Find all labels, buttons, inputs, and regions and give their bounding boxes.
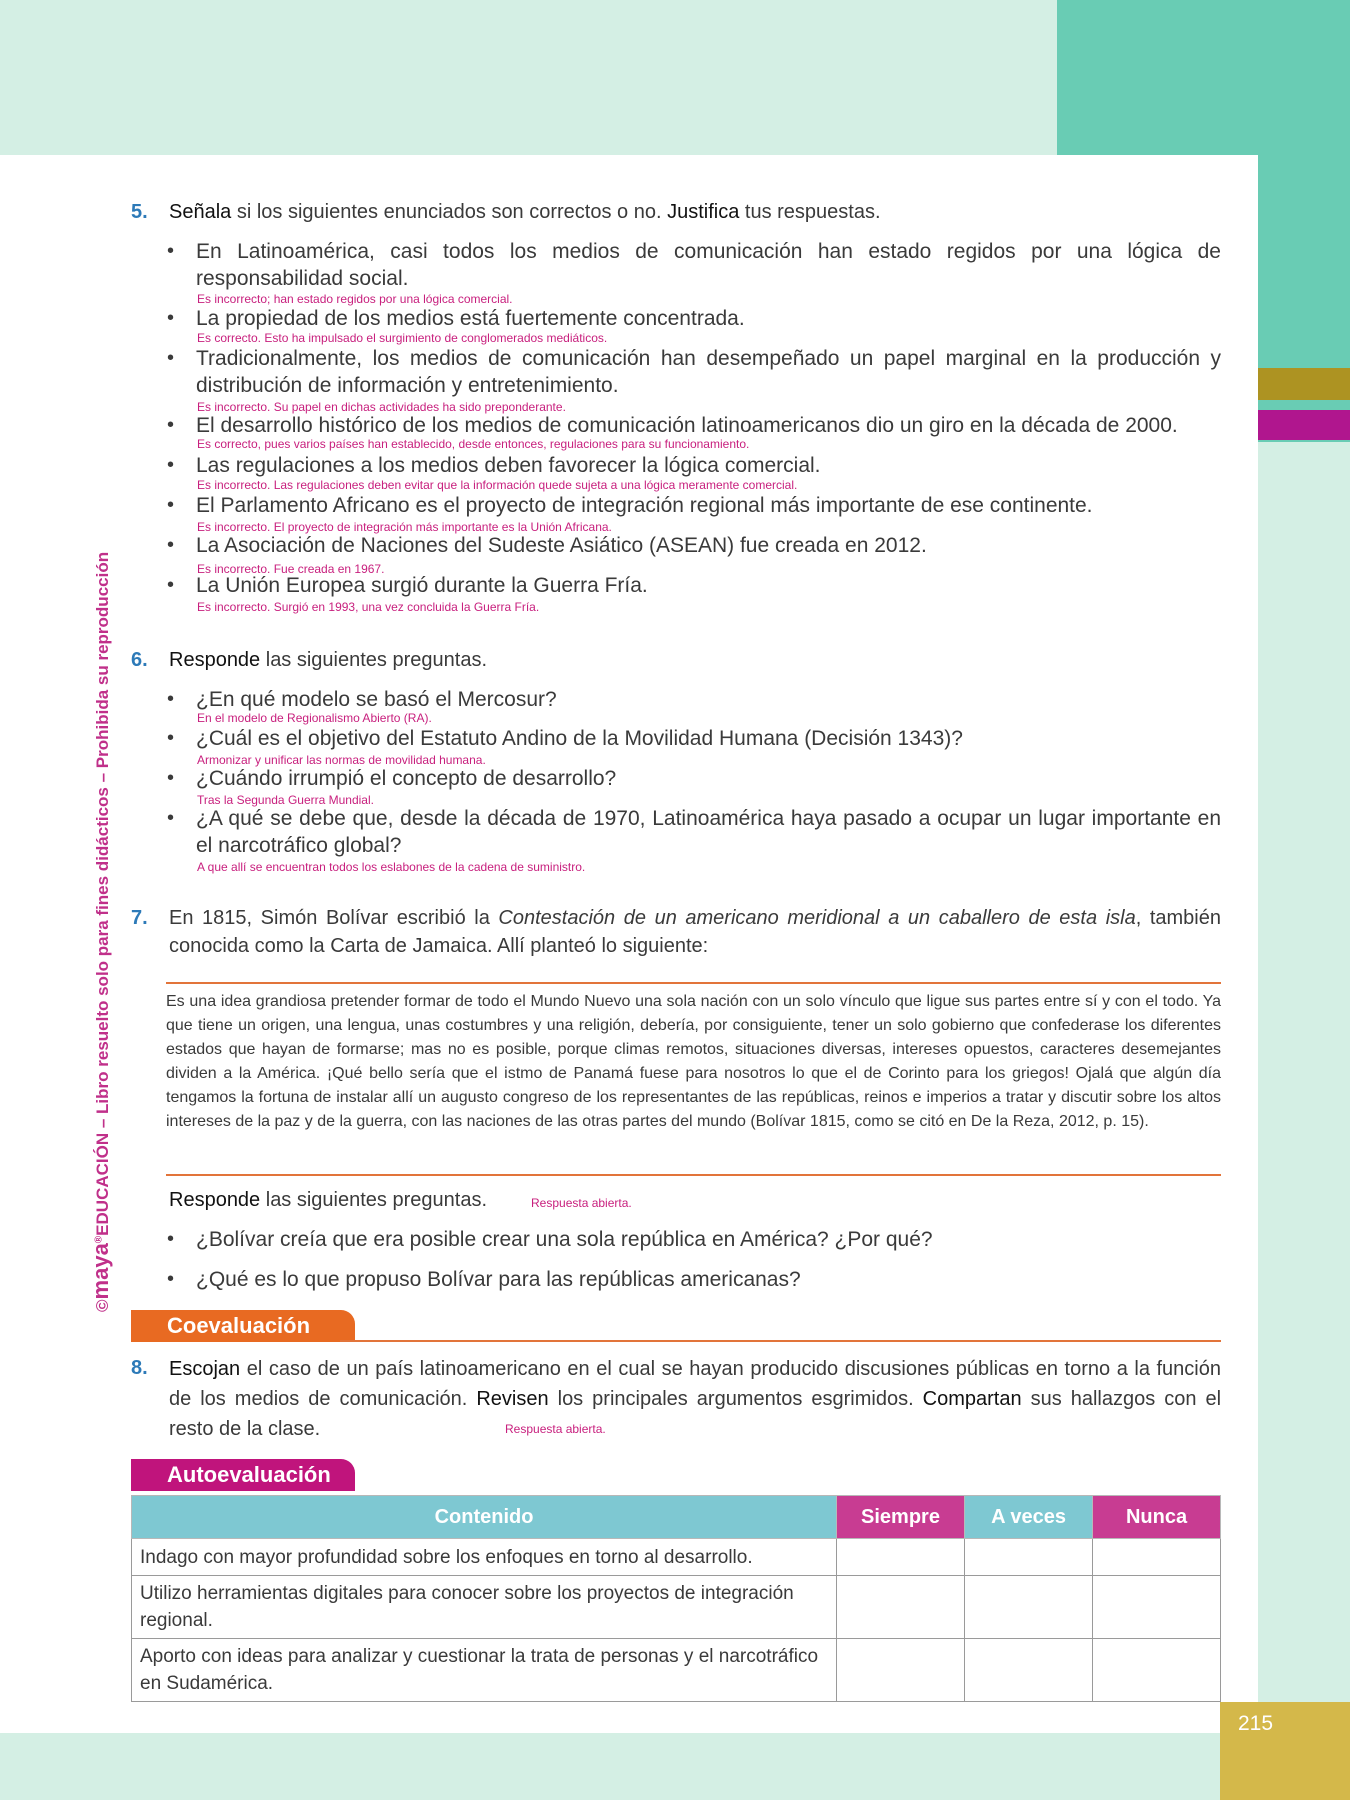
q5-verb1: Señala [169, 201, 232, 223]
bullet: • [167, 414, 175, 436]
magenta-marker-bar [1258, 410, 1350, 440]
q7-intro2: , también conocida como la Carta de Jamaica. Allí planteó lo siguiente: [169, 907, 1221, 957]
header-a-veces: A veces [965, 1496, 1093, 1539]
q7-intro1: En 1815, Simón Bolívar escribió la [169, 907, 499, 929]
q5-number: 5. [131, 201, 148, 223]
q6-answer: En el modelo de Regionalismo Abierto (RA). [197, 711, 432, 725]
bullet: • [167, 494, 175, 516]
table-row [132, 1539, 1221, 1576]
bullet: • [167, 807, 175, 829]
q5-answer: Es incorrecto. Surgió en 1993, una vez concluida la Guerra Fría. [197, 600, 540, 614]
q5-item: En Latinoamérica, casi todos los medios de comunicación han estado regidos por una lógica de responsabilidad social. [196, 240, 1221, 290]
cell-nunca[interactable] [1093, 1539, 1221, 1576]
cell-siempre[interactable] [837, 1539, 965, 1576]
q6-item: ¿En qué modelo se basó el Mercosur? [196, 688, 557, 711]
q5-item: El Parlamento Africano es el proyecto de integración regional más importante de ese continente. [196, 494, 1093, 517]
bullet: • [167, 347, 175, 369]
q5-answer: Es correcto, pues varios países han establecido, desde entonces, regulaciones para su funcionamiento. [197, 437, 750, 451]
q8-t1: el caso de un país latinoamericano en el cual se hayan producido discusiones públicas en torno a la función de los medios de comunicación. [169, 1358, 1221, 1410]
registered-mark: ® [93, 1235, 105, 1244]
olive-marker-bar [1258, 368, 1350, 400]
q5-item: Las regulaciones a los medios deben favorecer la lógica comercial. [196, 454, 821, 477]
cell-a-veces[interactable] [965, 1539, 1093, 1576]
q7-open-answer: Respuesta abierta. [531, 1196, 632, 1210]
q5-answer: Es incorrecto. Fue creada en 1967. [197, 562, 385, 576]
q5-answer: Es incorrecto. Su papel en dichas actividades ha sido preponderante. [197, 400, 566, 414]
bullet: • [167, 1228, 175, 1250]
bullet: • [167, 574, 175, 596]
brand-logo-text: maya [88, 1243, 113, 1300]
quote-rule-bottom [166, 1174, 1221, 1176]
q6-item: ¿Cuándo irrumpió el concepto de desarrollo? [196, 767, 617, 790]
right-edge-strip-light [1258, 442, 1350, 1702]
side-copyright-text [88, 552, 114, 1312]
q6-answer: A que allí se encuentran todos los eslabones de la cadena de suministro. [197, 860, 586, 874]
header-nunca: Nunca [1093, 1496, 1221, 1539]
q7-item: ¿Qué es lo que propuso Bolívar para las repúblicas americanas? [196, 1268, 801, 1291]
q5-instruction [169, 198, 1221, 226]
table-row [132, 1639, 1221, 1702]
q8-instruction [169, 1354, 1221, 1444]
q7-respond-end: las siguientes preguntas. [260, 1189, 487, 1211]
cell-siempre[interactable] [837, 1639, 965, 1702]
q5-answer: Es incorrecto; han estado regidos por una lógica comercial. [197, 292, 513, 306]
row-contenido: Utilizo herramientas digitales para conocer sobre los proyectos de integración regional. [132, 1576, 837, 1639]
q6-answer: Armonizar y unificar las normas de movilidad humana. [197, 753, 486, 767]
cell-nunca[interactable] [1093, 1639, 1221, 1702]
autoevaluacion-table [131, 1495, 1221, 1702]
q5-answer: Es correcto. Esto ha impulsado el surgimiento de conglomerados mediáticos. [197, 331, 608, 345]
q5-item: La Asociación de Naciones del Sudeste Asiático (ASEAN) fue creada en 2012. [196, 534, 927, 557]
copyright-symbol: © [93, 1299, 112, 1312]
q6-item: ¿A qué se debe que, desde la década de 1970, Latinoamérica haya pasado a ocupar un lugar importante en el narcotráfico global? [196, 807, 1221, 857]
row-contenido: Indago con mayor profundidad sobre los enfoques en torno al desarrollo. [132, 1539, 837, 1576]
q6-instruction [169, 646, 1221, 674]
q5-end: tus respuestas. [739, 201, 881, 223]
q8-verb2: Revisen [476, 1388, 549, 1410]
bullet: • [167, 454, 175, 476]
q7-respond [169, 1186, 487, 1214]
bullet: • [167, 240, 175, 262]
bullet: • [167, 767, 175, 789]
q6-item: ¿Cuál es el objetivo del Estatuto Andino de la Movilidad Humana (Decisión 1343)? [196, 727, 963, 750]
table-row [132, 1576, 1221, 1639]
q7-number: 7. [131, 907, 148, 929]
q8-open-answer: Respuesta abierta. [505, 1422, 606, 1436]
q5-answer: Es incorrecto. El proyecto de integración más importante es la Unión Africana. [197, 520, 612, 534]
side-rest: EDUCACIÓN – Libro resuelto solo para fines didácticos – Prohibida su reproducción [93, 551, 112, 1236]
cell-siempre[interactable] [837, 1576, 965, 1639]
q5-answer: Es incorrecto. Las regulaciones deben evitar que la información quede sujeta a una lógica meramente comercial. [197, 478, 798, 492]
coevaluacion-tab: Coevaluación [131, 1310, 355, 1342]
q5-item: La Unión Europea surgió durante la Guerra Fría. [196, 574, 648, 597]
q8-verb3: Compartan [922, 1388, 1022, 1410]
bullet: • [167, 1268, 175, 1290]
q7-letter-title: Contestación de un americano meridional a un caballero de esta isla [498, 907, 1136, 929]
bottom-band [0, 1733, 1220, 1800]
q5-verb2: Justifica [667, 201, 740, 223]
cell-a-veces[interactable] [965, 1639, 1093, 1702]
q5-item: La propiedad de los medios está fuertemente concentrada. [196, 307, 745, 330]
q8-number: 8. [131, 1357, 148, 1379]
row-contenido: Aporto con ideas para analizar y cuestionar la trata de personas y el narcotráfico en Sudamérica. [132, 1639, 837, 1702]
cell-a-veces[interactable] [965, 1576, 1093, 1639]
bullet: • [167, 688, 175, 710]
bullet: • [167, 307, 175, 329]
q6-end: las siguientes preguntas. [260, 649, 487, 671]
q6-verb: Responde [169, 649, 261, 671]
bolivar-quote: Es una idea grandiosa pretender formar de todo el Mundo Nuevo una sola nación con un solo vínculo que ligue sus partes entre sí y con el todo. Ya que tiene un origen, una lengua, unas costumbres y una religión, debería, por consiguiente, tener un solo gobierno que confederase los diferentes estados que hayan de formarse; mas no es posible, porque climas remotos, situaciones diversas, intereses opuestos, caracteres desemejantes dividen a la América. ¡Qué bello sería que el istmo de Panamá fuese para nosotros lo que el de Corinto para los griegos! Ojalá que algún día tengamos la fortuna de instalar allí un augusto congreso de los representantes de las repúblicas, reinos e imperios a tratar y discutir sobre los altos intereses de la paz y de la guerra, con las naciones de las otras partes del mundo (Bolívar 1815, como se citó en De la Reza, 2012, p. 15). [166, 993, 1221, 1130]
q7-respond-verb: Responde [169, 1189, 261, 1211]
q5-item: Tradicionalmente, los medios de comunicación han desempeñado un papel marginal en la producción y distribución de información y entretenimiento. [196, 347, 1221, 397]
bullet: • [167, 727, 175, 749]
bullet: • [167, 534, 175, 556]
cell-nunca[interactable] [1093, 1576, 1221, 1639]
q7-intro [169, 904, 1221, 960]
autoevaluacion-tab: Autoevaluación [131, 1459, 355, 1491]
q5-mid: si los siguientes enunciados son correctos o no. [231, 201, 668, 223]
q5-item: El desarrollo histórico de los medios de comunicación latinoamericanos dio un giro en la década de 2000. [196, 414, 1178, 437]
page-number: 215 [1238, 1712, 1274, 1735]
q8-verb1: Escojan [169, 1358, 241, 1380]
q6-number: 6. [131, 649, 148, 671]
q8-t2: los principales argumentos esgrimidos. [548, 1388, 923, 1410]
header-contenido: Contenido [132, 1496, 837, 1539]
quote-rule-top [166, 982, 1221, 984]
coevaluacion-rule [340, 1340, 1221, 1342]
q7-item: ¿Bolívar creía que era posible crear una sola república en América? ¿Por qué? [196, 1228, 933, 1251]
table-header-row [132, 1496, 1221, 1539]
q6-answer: Tras la Segunda Guerra Mundial. [197, 793, 374, 807]
q8-t3: sus hallazgos con el resto de la clase. [169, 1388, 1222, 1440]
header-siempre: Siempre [837, 1496, 965, 1539]
